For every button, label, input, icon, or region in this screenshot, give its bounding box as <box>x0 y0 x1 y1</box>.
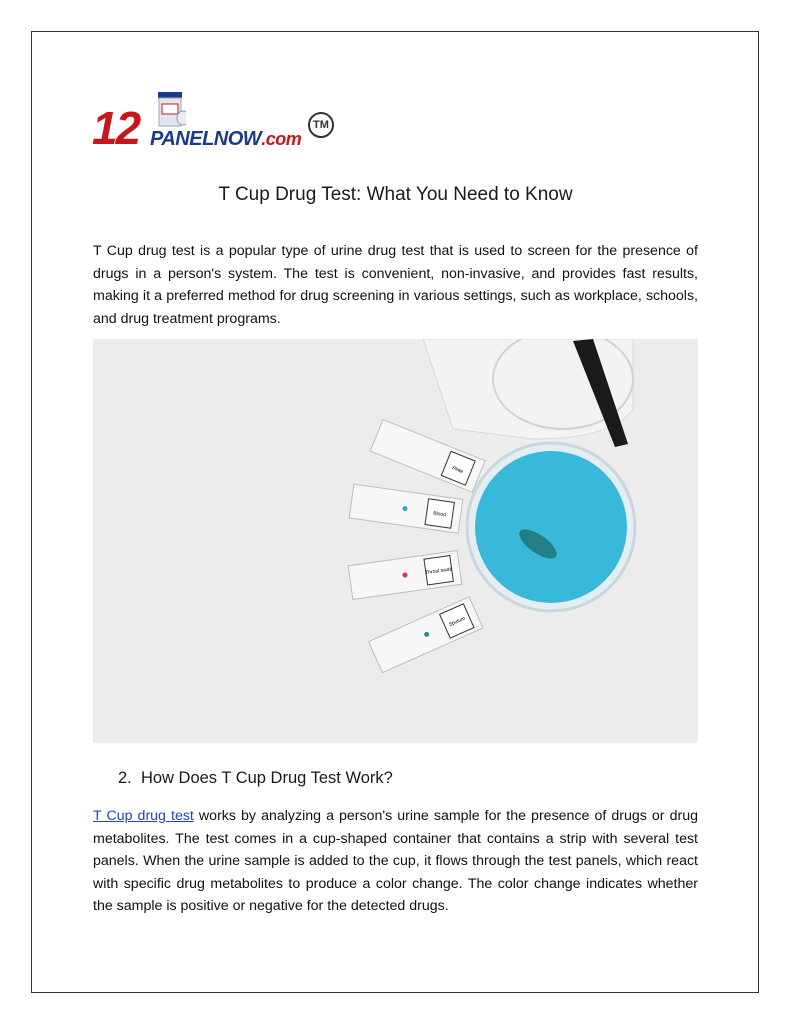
slide-label: Blood <box>432 510 447 519</box>
slide-label: Plate <box>451 465 464 476</box>
section-paragraph <box>93 805 698 918</box>
section-body: works by analyzing a person's urine sample for the presence of drugs or drug metabolites. The test comes in a cup-shaped container that contains a strip with several test panels. When the urine sample is added to the cup, it flows through the test panels, which react with specific drug metabolites to produce a color change. The color change indicates whether the sample is positive or negative for the detected drugs. <box>93 808 698 915</box>
logo-suffix: .com <box>261 129 302 149</box>
slide-label: Sputum <box>448 615 467 629</box>
petri-dish-photo <box>93 339 698 743</box>
trademark-icon: TM <box>308 112 334 138</box>
t-cup-drug-test-link[interactable]: T Cup drug test <box>93 808 194 824</box>
intro-paragraph: T Cup drug test is a popular type of urine drug test that is used to screen for the presence of drugs in a person's system. The test is convenient, non-invasive, and provides fast results, making it a preferred method for drug screening in various settings, such as workplace, schools, and drug treatment programs. <box>93 243 698 327</box>
logo-wordmark <box>150 128 301 151</box>
page-title: T Cup Drug Test: What You Need to Know <box>218 184 573 205</box>
site-logo[interactable] <box>92 92 337 156</box>
test-cup-icon <box>154 92 186 128</box>
section-title: How Does T Cup Drug Test Work? <box>140 769 393 787</box>
section-heading <box>118 769 393 788</box>
section-number: 2. <box>118 769 132 787</box>
logo-word: PANELNOW <box>150 128 262 150</box>
slide-label: Throat swab <box>424 566 453 577</box>
logo-number: 12 <box>92 102 140 154</box>
